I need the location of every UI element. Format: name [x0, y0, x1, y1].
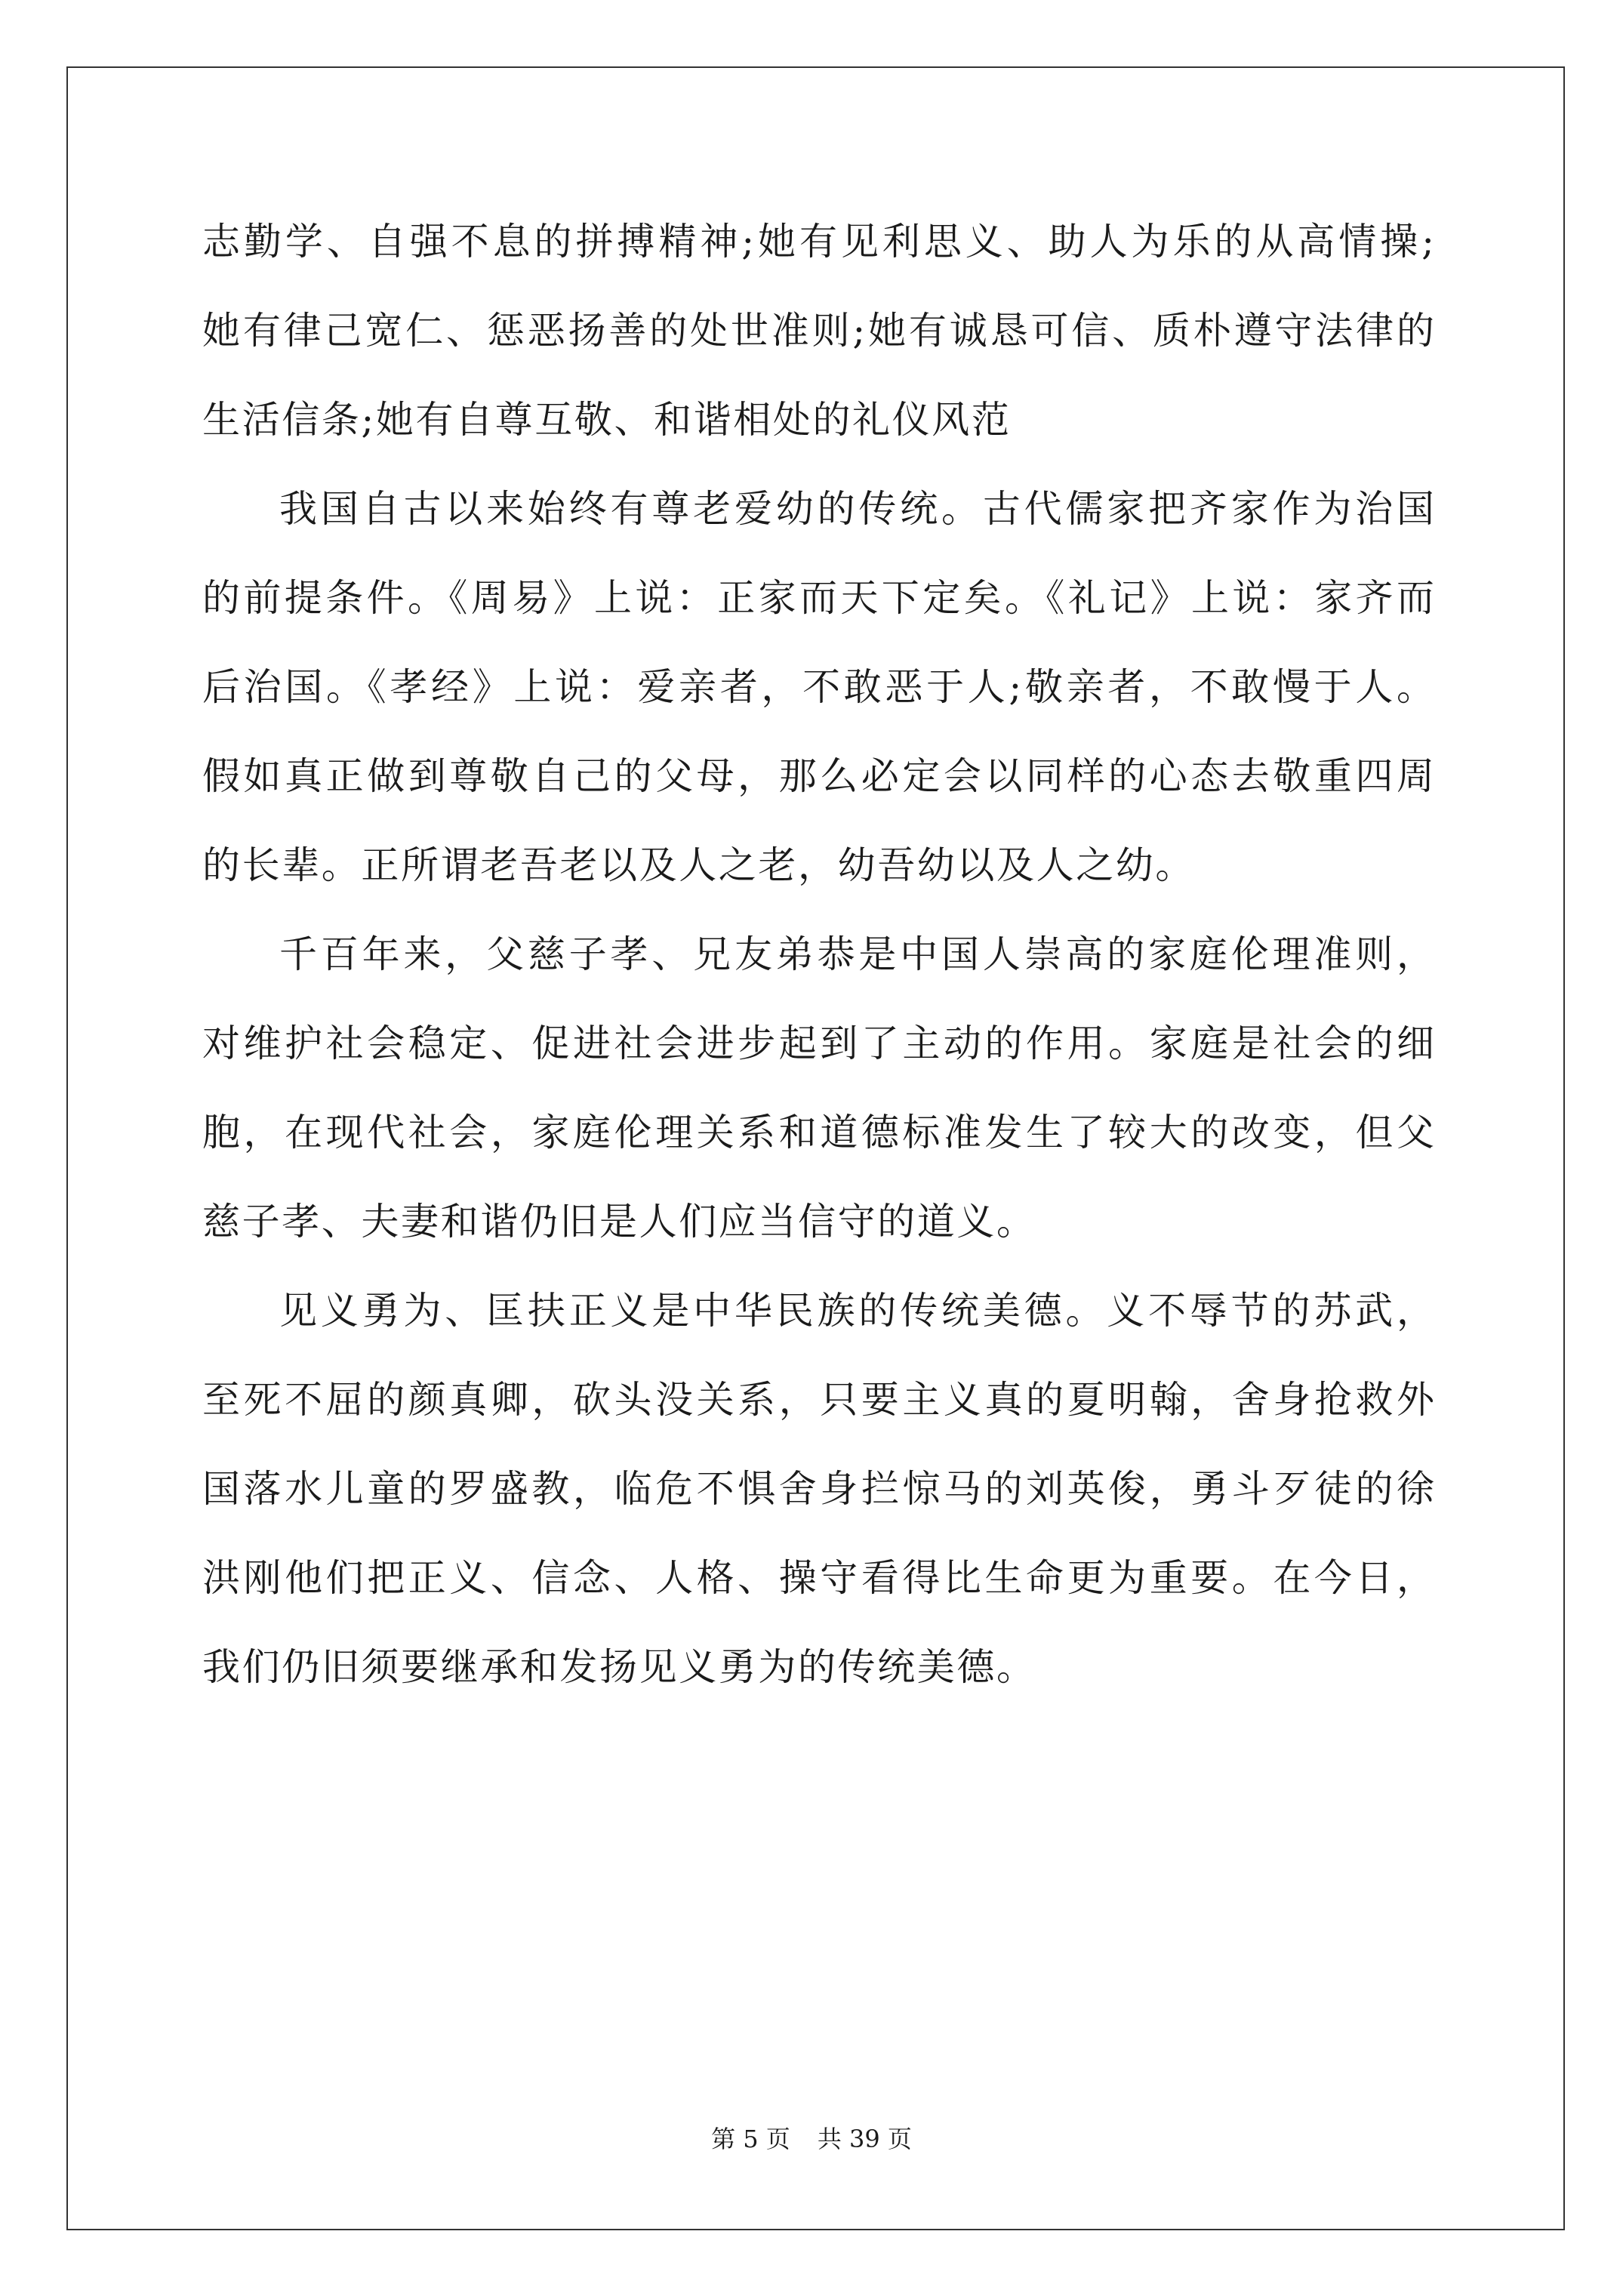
- text-line: 胞，在现代社会，家庭伦理关系和道德标准发生了较大的改变，但父: [202, 1111, 1434, 1154]
- text-line: 的长辈。正所谓老吾老以及人之老，幼吾幼以及人之幼。: [202, 843, 1195, 887]
- text-line: 后治国。《孝经》上说：爱亲者，不敢恶于人;敬亲者，不敢慢于人。: [202, 665, 1434, 709]
- text-line: 的前提条件。《周易》上说：正家而天下定矣。《礼记》上说：家齐而: [202, 576, 1434, 620]
- text-line: 对维护社会稳定、促进社会进步起到了主动的作用。家庭是社会的细: [202, 1022, 1434, 1065]
- text-line: 志勤学、自强不息的拼搏精神;她有见利思义、助人为乐的从高情操;: [202, 220, 1434, 264]
- document-body: [202, 219, 1434, 1734]
- text-line: 生活信条;她有自尊互敬、和谐相处的礼仪风范: [202, 398, 1012, 442]
- text-line: 我国自古以来始终有尊老爱幼的传统。古代儒家把齐家作为治国: [279, 487, 1434, 531]
- text-line: 我们仍旧须要继承和发扬见义勇为的传统美德。: [202, 1645, 1036, 1689]
- text-line: 见义勇为、匡扶正义是中华民族的传统美德。义不辱节的苏武，: [279, 1289, 1434, 1333]
- text-line: 至死不屈的颜真卿，砍头没关系，只要主义真的夏明翰，舍身抢救外: [202, 1378, 1434, 1422]
- text-line: 洪刚他们把正义、信念、人格、操守看得比生命更为重要。在今日，: [202, 1556, 1434, 1600]
- text-line: 慈子孝、夫妻和谐仍旧是人们应当信守的道义。: [202, 1200, 1036, 1244]
- text-line: 千百年来，父慈子孝、兄友弟恭是中国人崇高的家庭伦理准则，: [279, 932, 1434, 976]
- text-line: 她有律己宽仁、惩恶扬善的处世准则;她有诚恳可信、质朴遵守法律的: [202, 309, 1434, 353]
- text-line: 国落水儿童的罗盛教，临危不惧舍身拦惊马的刘英俊，勇斗歹徒的徐: [202, 1467, 1434, 1511]
- page-total: 共 39 页: [817, 2125, 912, 2153]
- text-line: 假如真正做到尊敬自己的父母，那么必定会以同样的心态去敬重四周: [202, 754, 1434, 798]
- page-number: 第 5 页: [711, 2125, 790, 2153]
- page-footer: [0, 2124, 1623, 2154]
